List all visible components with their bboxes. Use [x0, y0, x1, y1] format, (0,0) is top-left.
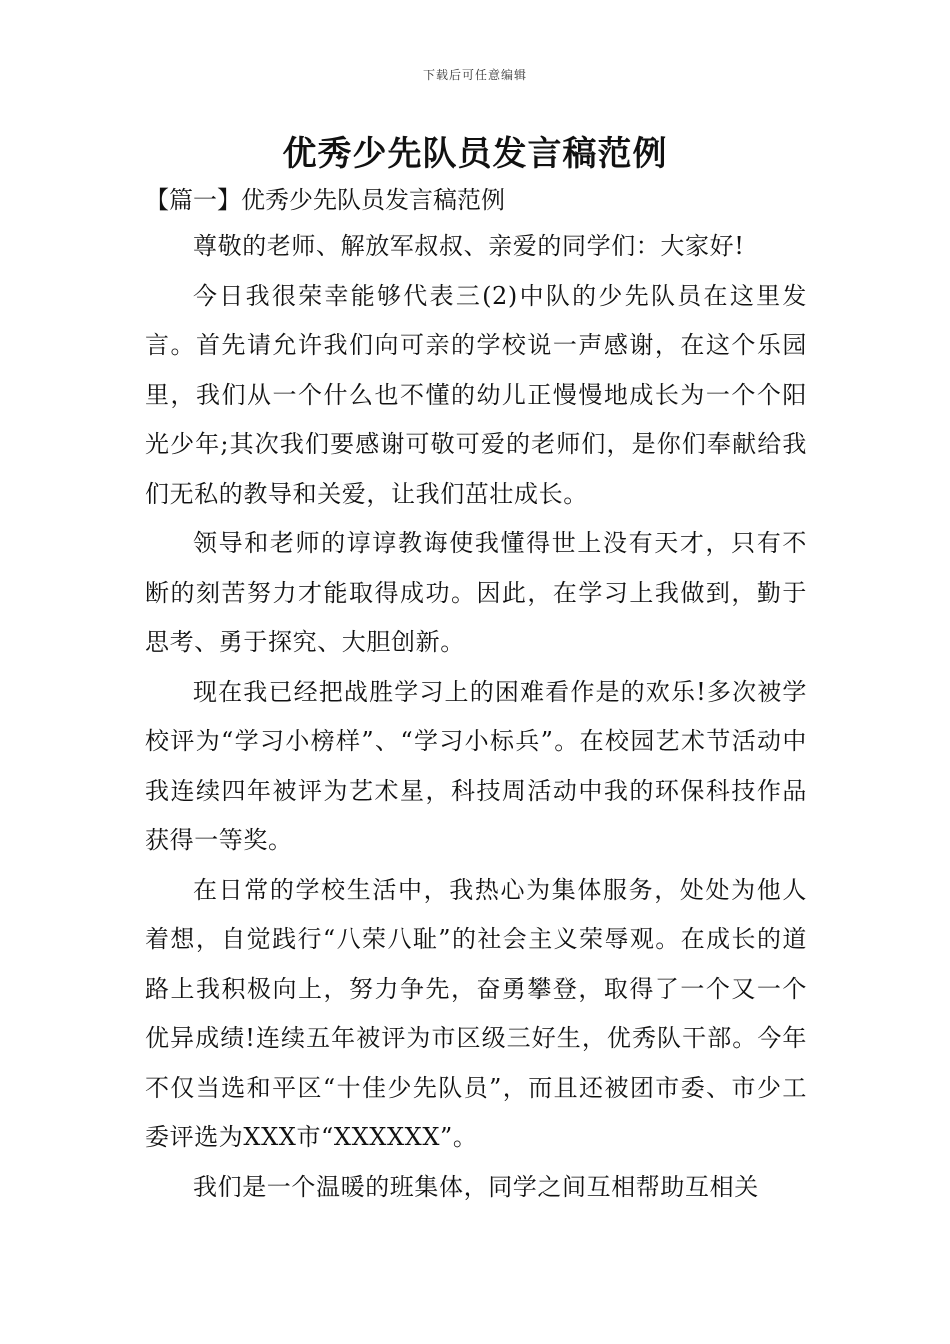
paragraph: 现在我已经把战胜学习上的困难看作是的欢乐!多次被学校评为“学习小榜样”、“学习小标兵”。在校园艺术节活动中我连续四年被评为艺术星，科技周活动中我的环保科技作品获得一等奖。: [145, 677, 807, 854]
section-heading: 【篇一】优秀少先队员发言稿范例: [145, 186, 505, 214]
document-body: [145, 222, 807, 1212]
paragraph: 我们是一个温暖的班集体，同学之间互相帮助互相关: [193, 1172, 759, 1201]
paragraph: 在日常的学校生活中，我热心为集体服务，处处为他人着想，自觉践行“八荣八耻”的社会主义荣辱观。在成长的道路上我积极向上，努力争先，奋勇攀登，取得了一个又一个优异成绩!连续五年被评为市区级三好生，优秀队干部。今年不仅当选和平区“十佳少先队员”，而且还被团市委、市少工委评选为XXX市“XXXXXX”。: [145, 875, 807, 1151]
document-title: 优秀少先队员发言稿范例: [282, 134, 668, 174]
paragraph-greeting: 尊敬的老师、解放军叔叔、亲爱的同学们：大家好!: [193, 232, 745, 260]
paragraph: 领导和老师的谆谆教诲使我懂得世上没有天才，只有不断的刻苦努力才能取得成功。因此，在学习上我做到，勤于思考、勇于探究、大胆创新。: [145, 529, 807, 656]
paragraph: 今日我很荣幸能够代表三(2)中队的少先队员在这里发言。首先请允许我们向可亲的学校说一声感谢，在这个乐园里，我们从一个什么也不懂的幼儿正慢慢地成长为一个个阳光少年;其次我们要感谢可敬可爱的老师们，是你们奉献给我们无私的教导和关爱，让我们茁壮成长。: [145, 281, 807, 508]
header-note: 下载后可任意编辑: [422, 68, 527, 82]
